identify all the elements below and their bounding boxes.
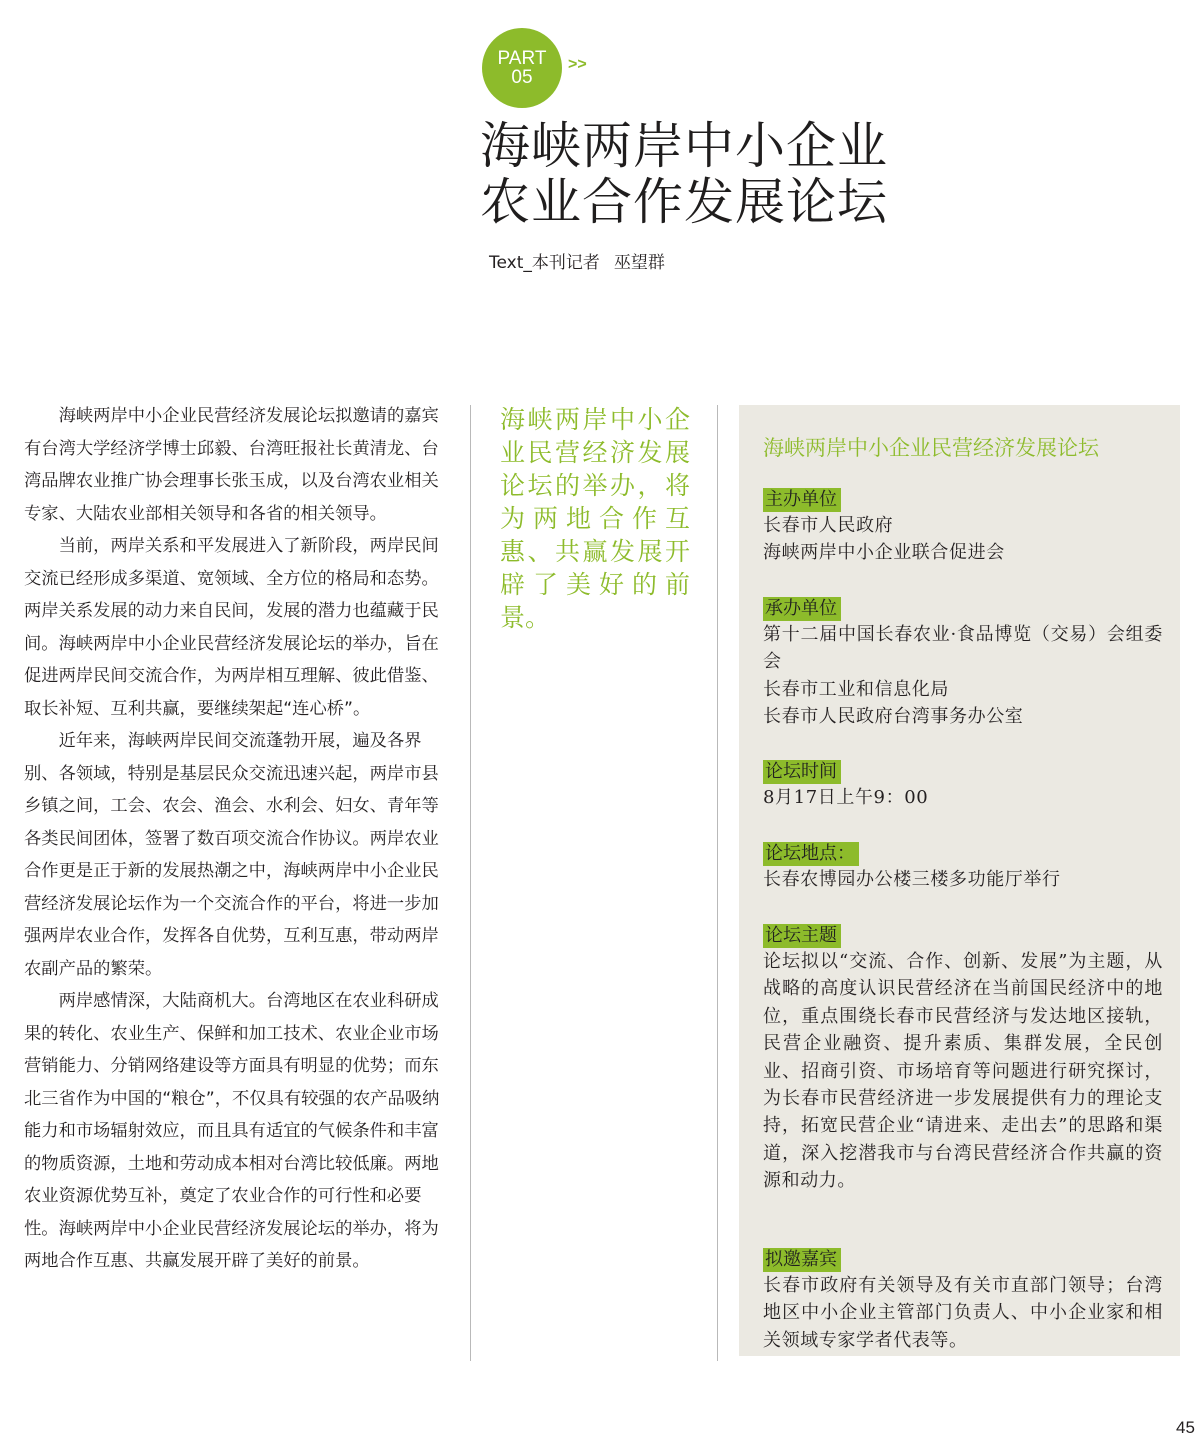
pull-quote: 海峡两岸中小企业民营经济发展论坛的举办，将为两地合作互惠、共赢发展开辟了美好的前景。 bbox=[500, 405, 690, 632]
byline-prefix: Text_本刊记者 bbox=[489, 253, 600, 273]
info-sidebar bbox=[739, 405, 1180, 1356]
host-line: 海峡两岸中小企业联合促进会 bbox=[763, 542, 1005, 564]
article-title bbox=[480, 118, 940, 230]
venue-label: 论坛地点： bbox=[763, 842, 859, 866]
article-body bbox=[24, 400, 442, 1278]
theme-text: 论坛拟以“交流、合作、创新、发展”为主题，从战略的高度认识民营经济在当前国民经济中的地位，重点围绕长春市民营经济与发达地区接轨，民营企业融资、提升素质、集群发展，全民创业、招商引资、市场培育等问题进行研究探讨，为长春市民营经济进一步发展提供有力的理论支持，拓宽民营企业“请进来、走出去”的思路和渠道，深入挖潜我市与台湾民营经济合作共赢的资源和动力。 bbox=[763, 951, 1163, 1192]
column-divider bbox=[717, 405, 718, 1361]
article-paragraph: 当前，两岸关系和平发展进入了新阶段，两岸民间交流已经形成多渠道、宽领域、全方位的格局和态势。两岸关系发展的动力来自民间，发展的潜力也蕴藏于民间。海峡两岸中小企业民营经济发展论坛的举办，旨在促进两岸民间交流合作，为两岸相互理解、彼此借鉴、取长补短、互利共赢，要继续架起“连心桥”。 bbox=[24, 536, 439, 719]
venue-section bbox=[763, 842, 1163, 893]
part-arrows: >> bbox=[568, 56, 587, 73]
time-label: 论坛时间 bbox=[763, 760, 841, 784]
title-line-1: 海峡两岸中小企业 bbox=[480, 117, 888, 175]
article-paragraph: 两岸感情深，大陆商机大。台湾地区在农业科研成果的转化、农业生产、保鲜和加工技术、农业企业市场营销能力、分销网络建设等方面具有明显的优势；而东北三省作为中国的“粮仓”，不仅具有较强的农产品吸纳能力和市场辐射效应，而且具有适宜的气候条件和丰富的物质资源，土地和劳动成本相对台湾比较低廉。两地农业资源优势互补，奠定了农业合作的可行性和必要性。海峡两岸中小企业民营经济发展论坛的举办，将为两地合作互惠、共赢发展开辟了美好的前景。 bbox=[24, 991, 440, 1271]
guests-text: 长春市政府有关领导及有关市直部门领导；台湾地区中小企业主管部门负责人、中小企业家和相关领域专家学者代表等。 bbox=[763, 1275, 1163, 1351]
byline bbox=[489, 248, 665, 273]
guests-label: 拟邀嘉宾 bbox=[763, 1248, 841, 1272]
organizer-line: 长春市工业和信息化局 bbox=[763, 678, 949, 700]
organizer-line: 第十二届中国长春农业·食品博览（交易）会组委会 bbox=[763, 624, 1163, 673]
article-paragraph: 近年来，海峡两岸民间交流蓬勃开展，遍及各界别、各领域，特别是基层民众交流迅速兴起，两岸市县乡镇之间，工会、农会、渔会、水利会、妇女、青年等各类民间团体，签署了数百项交流合作协议。两岸农业合作更是正于新的发展热潮之中，海峡两岸中小企业民营经济发展论坛作为一个交流合作的平台，将进一步加强两岸农业合作，发挥各自优势，互利互惠，带动两岸农副产品的繁荣。 bbox=[24, 731, 439, 979]
venue-text: 长春农博园办公楼三楼多功能厅举行 bbox=[763, 869, 1061, 890]
title-line-2: 农业合作发展论坛 bbox=[480, 173, 888, 231]
host-section bbox=[763, 488, 1163, 567]
page-number: 45 bbox=[1176, 1418, 1195, 1437]
part-label: PART bbox=[497, 48, 547, 69]
column-divider bbox=[470, 405, 471, 1361]
organizer-line: 长春市人民政府台湾事务办公室 bbox=[763, 706, 1024, 728]
byline-name: 巫望群 bbox=[613, 253, 665, 273]
host-line: 长春市人民政府 bbox=[763, 515, 894, 536]
part-number: 05 bbox=[511, 67, 533, 88]
guests-section bbox=[763, 1248, 1163, 1354]
theme-section bbox=[763, 924, 1163, 1195]
organizer-section bbox=[763, 597, 1163, 731]
host-label: 主办单位 bbox=[763, 488, 841, 512]
article-paragraph: 海峡两岸中小企业民营经济发展论坛拟邀请的嘉宾有台湾大学经济学博士邱毅、台湾旺报社长黄清龙、台湾品牌农业推广协会理事长张玉成，以及台湾农业相关专家、大陆农业部相关领导和各省的相关领导。 bbox=[24, 406, 439, 524]
theme-label: 论坛主题 bbox=[763, 924, 841, 948]
sidebar-title: 海峡两岸中小企业民营经济发展论坛 bbox=[763, 436, 1099, 460]
organizer-label: 承办单位 bbox=[763, 597, 841, 621]
time-text: 8月17日上午9：00 bbox=[763, 787, 929, 808]
time-section bbox=[763, 760, 1163, 811]
part-badge bbox=[482, 28, 562, 108]
